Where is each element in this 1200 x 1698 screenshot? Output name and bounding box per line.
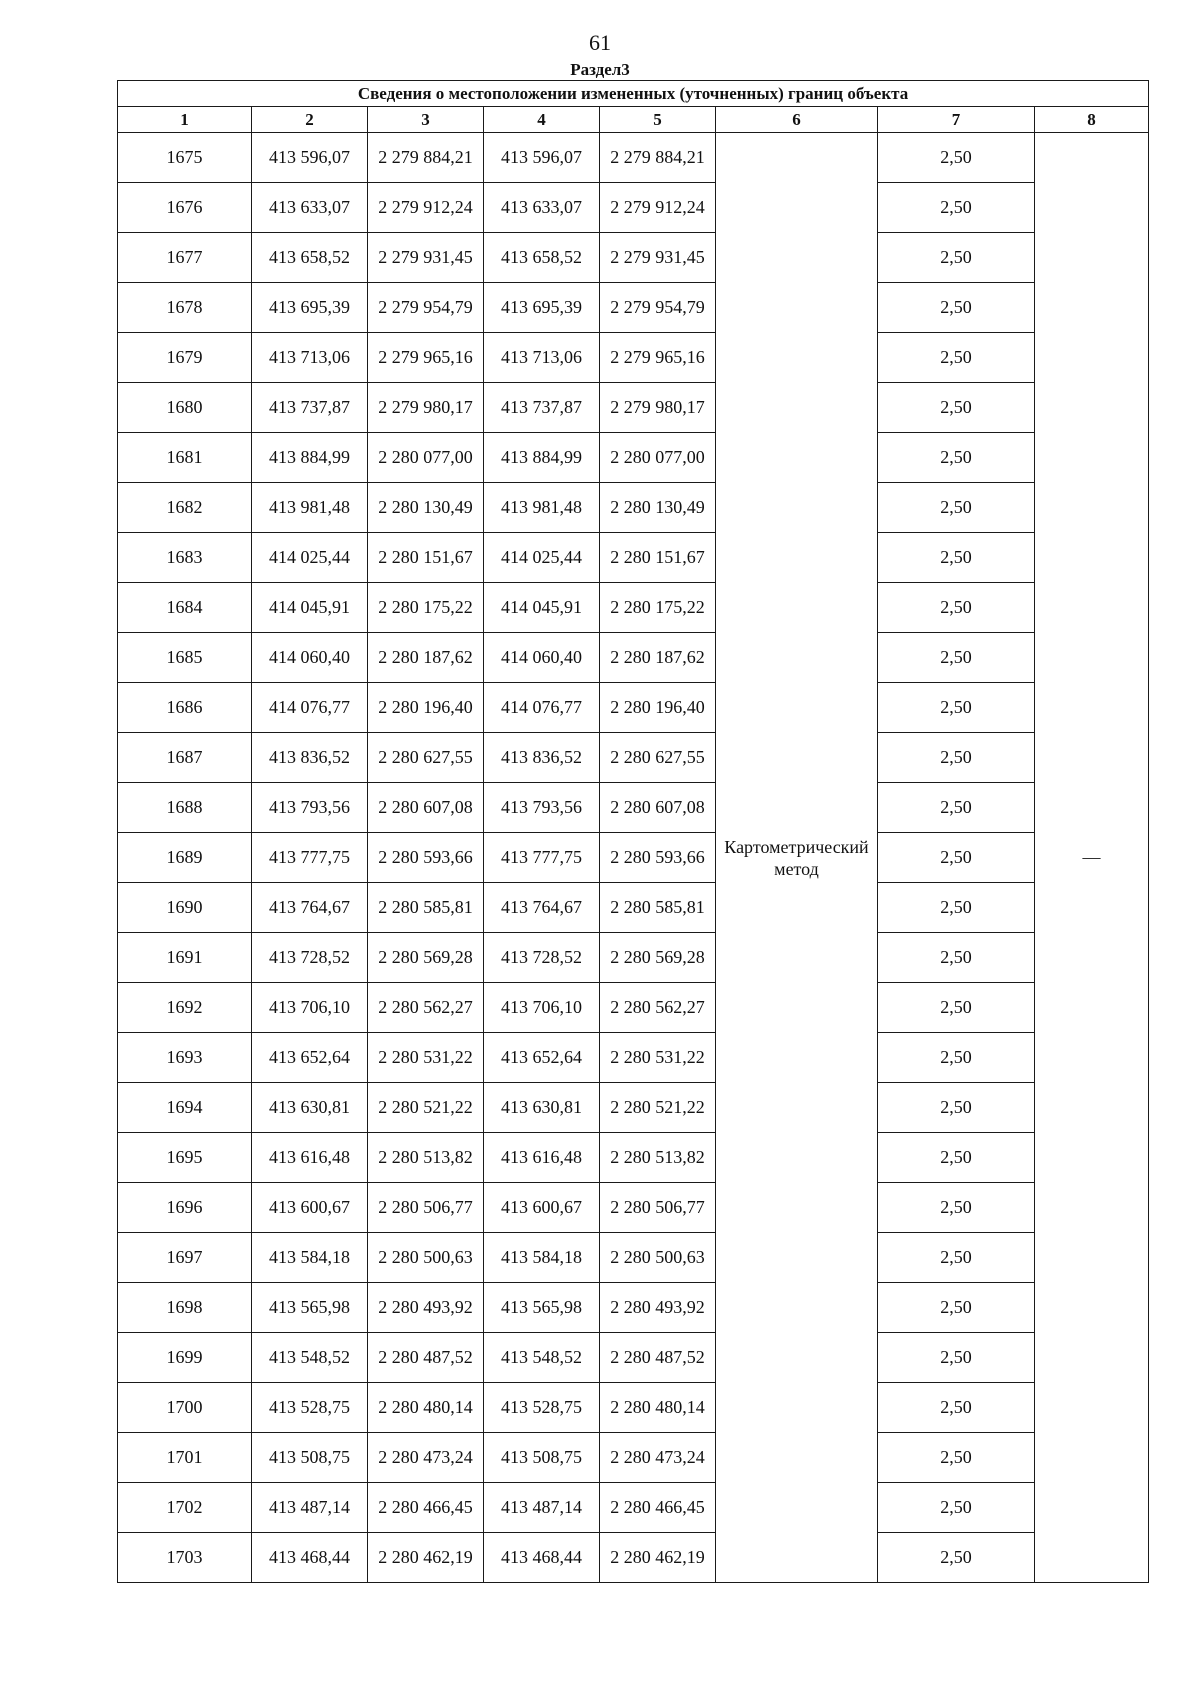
x-new-cell: 414 060,40 [484,633,600,683]
column-number-6: 6 [716,107,878,133]
precision-cell: 2,50 [878,783,1035,833]
table-row [118,1483,1149,1533]
table-row [118,1233,1149,1283]
precision-cell: 2,50 [878,483,1035,533]
point-number-cell: 1690 [118,883,252,933]
y-new-cell: 2 279 965,16 [600,333,716,383]
method-cell: Картометрический метод [716,133,878,1583]
x-new-cell: 413 548,52 [484,1333,600,1383]
y-new-cell: 2 280 466,45 [600,1483,716,1533]
y-old-cell: 2 280 607,08 [368,783,484,833]
column-number-4: 4 [484,107,600,133]
table-row [118,183,1149,233]
precision-cell: 2,50 [878,983,1035,1033]
x-new-cell: 413 658,52 [484,233,600,283]
precision-cell: 2,50 [878,433,1035,483]
x-new-cell: 413 616,48 [484,1133,600,1183]
x-old-cell: 413 737,87 [252,383,368,433]
x-new-cell: 413 764,67 [484,883,600,933]
precision-cell: 2,50 [878,1033,1035,1083]
y-new-cell: 2 280 077,00 [600,433,716,483]
y-new-cell: 2 280 585,81 [600,883,716,933]
y-old-cell: 2 280 562,27 [368,983,484,1033]
table-row [118,483,1149,533]
point-number-cell: 1696 [118,1183,252,1233]
precision-cell: 2,50 [878,383,1035,433]
precision-cell: 2,50 [878,533,1035,583]
x-old-cell: 413 836,52 [252,733,368,783]
x-old-cell: 413 652,64 [252,1033,368,1083]
table-row [118,633,1149,683]
table-row [118,1283,1149,1333]
y-old-cell: 2 280 531,22 [368,1033,484,1083]
x-new-cell: 413 633,07 [484,183,600,233]
y-new-cell: 2 280 473,24 [600,1433,716,1483]
table-row [118,533,1149,583]
precision-cell: 2,50 [878,883,1035,933]
y-new-cell: 2 280 500,63 [600,1233,716,1283]
x-old-cell: 413 468,44 [252,1533,368,1583]
precision-cell: 2,50 [878,633,1035,683]
y-old-cell: 2 279 884,21 [368,133,484,183]
point-number-cell: 1695 [118,1133,252,1183]
precision-cell: 2,50 [878,733,1035,783]
y-old-cell: 2 280 585,81 [368,883,484,933]
y-new-cell: 2 280 562,27 [600,983,716,1033]
point-number-cell: 1688 [118,783,252,833]
x-old-cell: 413 793,56 [252,783,368,833]
y-old-cell: 2 280 480,14 [368,1383,484,1433]
y-old-cell: 2 280 466,45 [368,1483,484,1533]
y-old-cell: 2 280 077,00 [368,433,484,483]
y-old-cell: 2 280 500,63 [368,1233,484,1283]
y-new-cell: 2 280 196,40 [600,683,716,733]
y-old-cell: 2 280 627,55 [368,733,484,783]
table-row [118,1183,1149,1233]
y-old-cell: 2 280 593,66 [368,833,484,883]
y-old-cell: 2 280 521,22 [368,1083,484,1133]
precision-cell: 2,50 [878,1283,1035,1333]
y-new-cell: 2 279 931,45 [600,233,716,283]
point-number-cell: 1701 [118,1433,252,1483]
table-row [118,1033,1149,1083]
point-number-cell: 1683 [118,533,252,583]
x-old-cell: 413 695,39 [252,283,368,333]
y-old-cell: 2 280 130,49 [368,483,484,533]
point-number-cell: 1694 [118,1083,252,1133]
y-old-cell: 2 280 513,82 [368,1133,484,1183]
x-new-cell: 413 528,75 [484,1383,600,1433]
x-old-cell: 413 658,52 [252,233,368,283]
point-number-cell: 1697 [118,1233,252,1283]
y-new-cell: 2 280 187,62 [600,633,716,683]
point-number-cell: 1677 [118,233,252,283]
y-old-cell: 2 279 965,16 [368,333,484,383]
x-old-cell: 414 025,44 [252,533,368,583]
y-old-cell: 2 280 187,62 [368,633,484,683]
y-new-cell: 2 279 884,21 [600,133,716,183]
column-number-5: 5 [600,107,716,133]
point-number-cell: 1676 [118,183,252,233]
table-row [118,983,1149,1033]
x-new-cell: 413 695,39 [484,283,600,333]
y-old-cell: 2 280 196,40 [368,683,484,733]
point-number-cell: 1692 [118,983,252,1033]
x-old-cell: 413 633,07 [252,183,368,233]
precision-cell: 2,50 [878,1133,1035,1183]
x-old-cell: 413 713,06 [252,333,368,383]
point-number-cell: 1675 [118,133,252,183]
x-new-cell: 413 487,14 [484,1483,600,1533]
table-row [118,1133,1149,1183]
x-old-cell: 413 777,75 [252,833,368,883]
point-number-cell: 1689 [118,833,252,883]
x-old-cell: 414 076,77 [252,683,368,733]
point-number-cell: 1698 [118,1283,252,1333]
y-old-cell: 2 279 980,17 [368,383,484,433]
point-number-cell: 1682 [118,483,252,533]
y-old-cell: 2 279 931,45 [368,233,484,283]
y-old-cell: 2 280 473,24 [368,1433,484,1483]
precision-cell: 2,50 [878,1383,1035,1433]
point-number-cell: 1680 [118,383,252,433]
precision-cell: 2,50 [878,1233,1035,1283]
point-number-cell: 1685 [118,633,252,683]
table-row [118,733,1149,783]
x-old-cell: 413 764,67 [252,883,368,933]
x-new-cell: 413 600,67 [484,1183,600,1233]
table-row [118,333,1149,383]
x-new-cell: 413 981,48 [484,483,600,533]
table-row [118,683,1149,733]
x-new-cell: 413 652,64 [484,1033,600,1083]
x-new-cell: 414 076,77 [484,683,600,733]
precision-cell: 2,50 [878,333,1035,383]
x-new-cell: 413 508,75 [484,1433,600,1483]
x-old-cell: 413 884,99 [252,433,368,483]
point-number-cell: 1699 [118,1333,252,1383]
x-new-cell: 413 713,06 [484,333,600,383]
y-new-cell: 2 279 980,17 [600,383,716,433]
point-number-cell: 1687 [118,733,252,783]
column-number-2: 2 [252,107,368,133]
x-old-cell: 413 596,07 [252,133,368,183]
table-row [118,1083,1149,1133]
x-old-cell: 413 706,10 [252,983,368,1033]
y-new-cell: 2 280 593,66 [600,833,716,883]
y-old-cell: 2 280 462,19 [368,1533,484,1583]
point-number-cell: 1686 [118,683,252,733]
y-new-cell: 2 280 607,08 [600,783,716,833]
point-number-cell: 1700 [118,1383,252,1433]
y-new-cell: 2 280 531,22 [600,1033,716,1083]
y-new-cell: 2 280 151,67 [600,533,716,583]
x-old-cell: 414 060,40 [252,633,368,683]
x-old-cell: 413 528,75 [252,1383,368,1433]
boundary-coordinates-table [117,80,1149,1583]
x-old-cell: 413 600,67 [252,1183,368,1233]
table-row [118,383,1149,433]
x-new-cell: 414 045,91 [484,583,600,633]
table-row [118,583,1149,633]
y-old-cell: 2 280 151,67 [368,533,484,583]
point-number-cell: 1679 [118,333,252,383]
x-old-cell: 413 487,14 [252,1483,368,1533]
y-new-cell: 2 279 912,24 [600,183,716,233]
point-number-cell: 1693 [118,1033,252,1083]
table-row [118,1383,1149,1433]
x-old-cell: 413 616,48 [252,1133,368,1183]
precision-cell: 2,50 [878,833,1035,883]
precision-cell: 2,50 [878,1533,1035,1583]
table-body [118,133,1149,1583]
point-number-cell: 1678 [118,283,252,333]
x-old-cell: 413 565,98 [252,1283,368,1333]
precision-cell: 2,50 [878,1333,1035,1383]
precision-cell: 2,50 [878,1433,1035,1483]
precision-cell: 2,50 [878,283,1035,333]
precision-cell: 2,50 [878,933,1035,983]
point-number-cell: 1702 [118,1483,252,1533]
x-new-cell: 413 630,81 [484,1083,600,1133]
table-row [118,133,1149,183]
note-cell: — [1035,133,1149,1583]
x-new-cell: 413 777,75 [484,833,600,883]
x-old-cell: 414 045,91 [252,583,368,633]
y-old-cell: 2 280 506,77 [368,1183,484,1233]
x-new-cell: 413 836,52 [484,733,600,783]
table-caption-row [118,81,1149,107]
x-old-cell: 413 508,75 [252,1433,368,1483]
y-new-cell: 2 280 130,49 [600,483,716,533]
point-number-cell: 1681 [118,433,252,483]
y-new-cell: 2 280 487,52 [600,1333,716,1383]
column-number-3: 3 [368,107,484,133]
table-row [118,833,1149,883]
table-caption: Сведения о местоположении измененных (уточненных) границ объекта [118,81,1149,107]
table-row [118,883,1149,933]
y-old-cell: 2 280 493,92 [368,1283,484,1333]
table-row [118,233,1149,283]
x-new-cell: 414 025,44 [484,533,600,583]
x-new-cell: 413 793,56 [484,783,600,833]
y-new-cell: 2 280 506,77 [600,1183,716,1233]
table-row [118,933,1149,983]
y-new-cell: 2 280 513,82 [600,1133,716,1183]
precision-cell: 2,50 [878,133,1035,183]
precision-cell: 2,50 [878,583,1035,633]
table-row [118,783,1149,833]
y-new-cell: 2 279 954,79 [600,283,716,333]
x-old-cell: 413 548,52 [252,1333,368,1383]
y-new-cell: 2 280 627,55 [600,733,716,783]
column-number-row [118,107,1149,133]
x-new-cell: 413 737,87 [484,383,600,433]
x-new-cell: 413 884,99 [484,433,600,483]
precision-cell: 2,50 [878,233,1035,283]
table-row [118,1333,1149,1383]
y-new-cell: 2 280 480,14 [600,1383,716,1433]
x-new-cell: 413 584,18 [484,1233,600,1283]
y-old-cell: 2 280 569,28 [368,933,484,983]
y-old-cell: 2 279 954,79 [368,283,484,333]
table-row [118,1533,1149,1583]
x-new-cell: 413 728,52 [484,933,600,983]
x-old-cell: 413 728,52 [252,933,368,983]
x-new-cell: 413 565,98 [484,1283,600,1333]
y-new-cell: 2 280 175,22 [600,583,716,633]
section-title: Раздел3 [570,60,630,79]
table-row [118,433,1149,483]
y-old-cell: 2 280 487,52 [368,1333,484,1383]
x-new-cell: 413 468,44 [484,1533,600,1583]
y-new-cell: 2 280 569,28 [600,933,716,983]
point-number-cell: 1684 [118,583,252,633]
point-number-cell: 1691 [118,933,252,983]
x-new-cell: 413 706,10 [484,983,600,1033]
y-new-cell: 2 280 462,19 [600,1533,716,1583]
x-old-cell: 413 584,18 [252,1233,368,1283]
x-old-cell: 413 981,48 [252,483,368,533]
precision-cell: 2,50 [878,683,1035,733]
column-number-7: 7 [878,107,1035,133]
y-old-cell: 2 279 912,24 [368,183,484,233]
y-new-cell: 2 280 521,22 [600,1083,716,1133]
column-number-1: 1 [118,107,252,133]
x-new-cell: 413 596,07 [484,133,600,183]
x-old-cell: 413 630,81 [252,1083,368,1133]
column-number-8: 8 [1035,107,1149,133]
precision-cell: 2,50 [878,1083,1035,1133]
precision-cell: 2,50 [878,183,1035,233]
table-row [118,1433,1149,1483]
precision-cell: 2,50 [878,1483,1035,1533]
precision-cell: 2,50 [878,1183,1035,1233]
y-new-cell: 2 280 493,92 [600,1283,716,1333]
page-number: 61 [589,30,611,55]
table-row [118,283,1149,333]
y-old-cell: 2 280 175,22 [368,583,484,633]
point-number-cell: 1703 [118,1533,252,1583]
